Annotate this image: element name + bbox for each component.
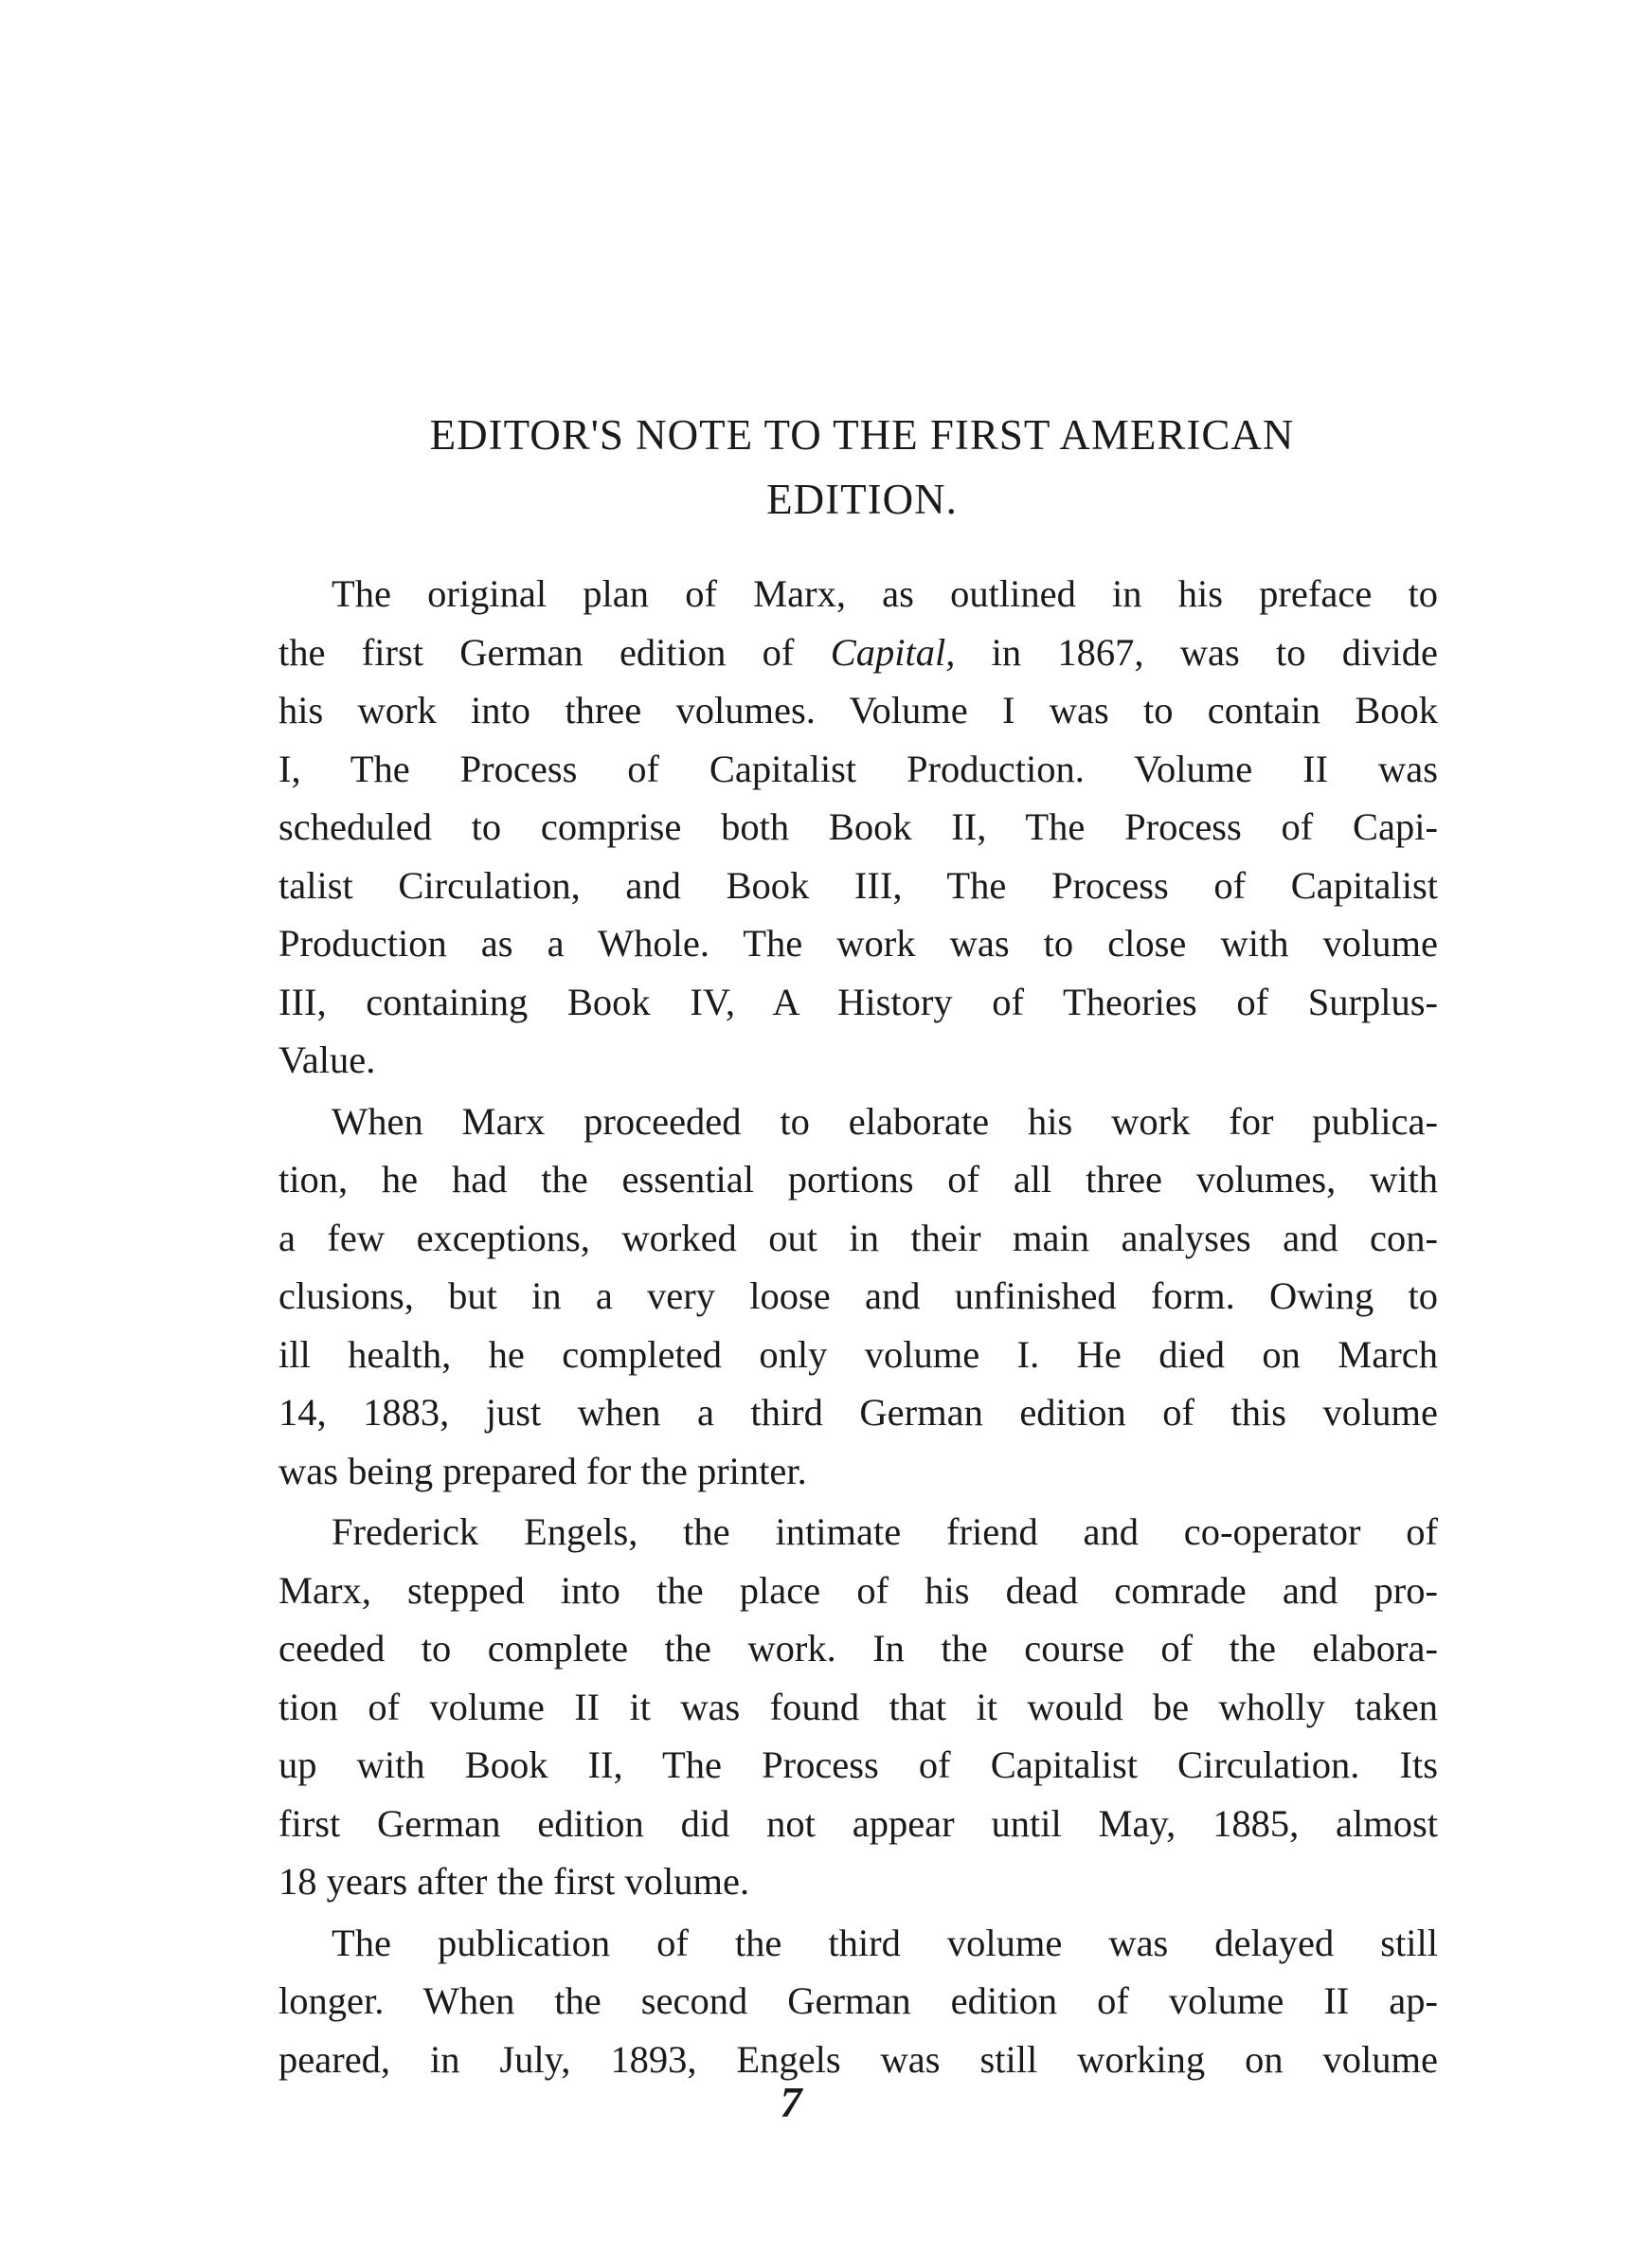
text-line: the first German edition of Capital, in 1867, was to divide — [278, 630, 1438, 674]
text-line: When Marx proceeded to elaborate his work for publica- — [332, 1099, 1438, 1143]
text-line: up with Book II, The Process of Capitalist Circulation. Its — [278, 1743, 1438, 1786]
text-line: 18 years after the first volume. — [278, 1860, 750, 1903]
page-title — [275, 403, 1449, 532]
page-number: 7 — [780, 2078, 802, 2126]
paragraph — [278, 565, 1438, 1090]
text-line: talist Circulation, and Book III, The Process of Capitalist — [278, 863, 1438, 907]
text-line: peared, in July, 1893, Engels was still working on volume — [278, 2037, 1438, 2081]
text-line: clusions, but in a very loose and unfinished form. Owing to — [278, 1274, 1438, 1317]
text-line: first German edition did not appear until May, 1885, almost — [278, 1801, 1438, 1845]
text-line: The publication of the third volume was delayed still — [332, 1921, 1438, 1964]
text-line: ill health, he completed only volume I. He died on March — [278, 1332, 1438, 1376]
paragraph — [278, 1092, 1438, 1501]
text-line: tion of volume II it was found that it would be wholly taken — [278, 1685, 1438, 1728]
text-line: Value. — [278, 1038, 376, 1081]
text-line: his work into three volumes. Volume I was to contain Book — [278, 689, 1438, 731]
text-line: The original plan of Marx, as outlined in his preface to — [332, 572, 1438, 615]
text-line: I, The Process of Capitalist Production. Volume II was — [278, 747, 1438, 790]
paragraph — [278, 1914, 1438, 2089]
text-line: a few exceptions, worked out in their main analyses and con- — [278, 1216, 1438, 1259]
body-text — [278, 565, 1438, 2088]
book-title-italic: Capital, — [830, 630, 956, 674]
text-line: tion, he had the essential portions of all three volumes, with — [278, 1158, 1438, 1201]
text-line: scheduled to comprise both Book II, The Process of Capi- — [278, 805, 1438, 848]
title-line-2: EDITION. — [766, 476, 958, 523]
text-line: was being prepared for the printer. — [278, 1449, 807, 1492]
text-line: III, containing Book IV, A History of Theories of Surplus- — [278, 980, 1438, 1023]
title-line-1: EDITOR'S NOTE TO THE FIRST AMERICAN — [429, 411, 1295, 459]
text-line: ceeded to complete the work. In the course of the elabora- — [278, 1627, 1438, 1670]
text-line: longer. When the second German edition of volume II ap- — [278, 1979, 1438, 2022]
text-line: Frederick Engels, the intimate friend and co-operator of — [332, 1510, 1438, 1553]
text-line: Production as a Whole. The work was to close with volume — [278, 922, 1438, 965]
text-line: 14, 1883, just when a third German edition of this volume — [278, 1391, 1438, 1434]
paragraph — [278, 1503, 1438, 1911]
text-line: Marx, stepped into the place of his dead comrade and pro- — [278, 1568, 1438, 1612]
